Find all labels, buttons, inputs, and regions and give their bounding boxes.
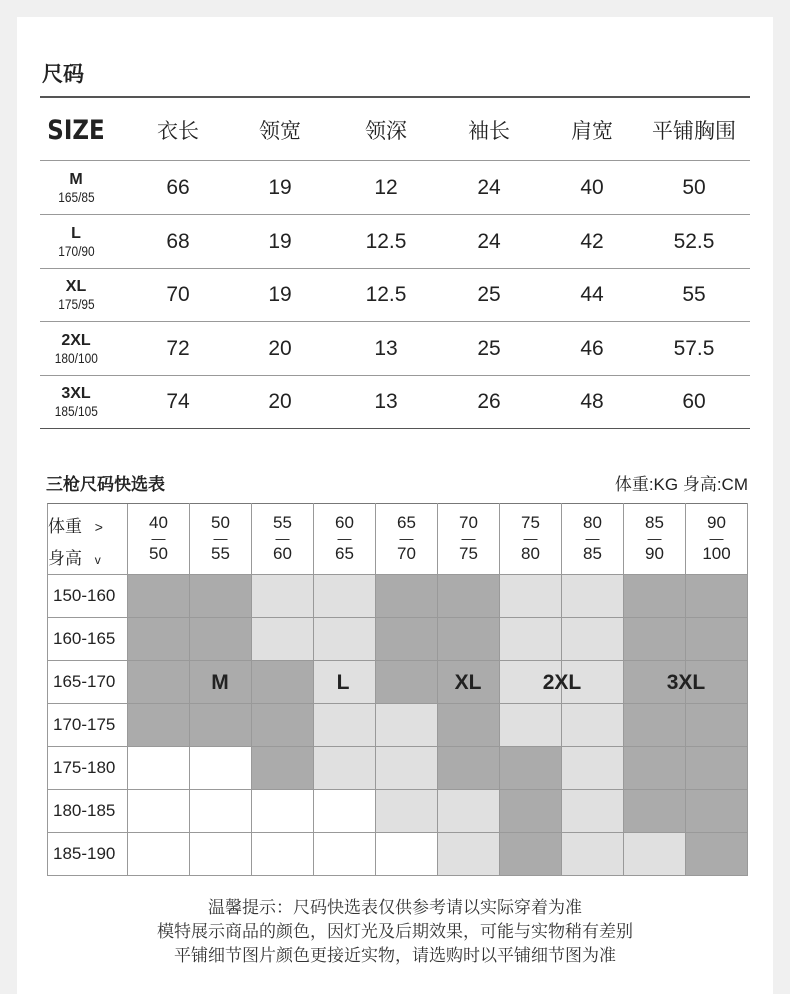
- weight-min: 55: [273, 512, 292, 532]
- grid-cell: [252, 747, 314, 790]
- grid-cell: [376, 747, 438, 790]
- table-cell: 12.5: [365, 283, 407, 306]
- weight-arrow: >: [94, 519, 103, 535]
- table-cell: 52.5: [673, 230, 715, 253]
- grid-cell: [252, 704, 314, 747]
- grid-cell: [438, 833, 500, 876]
- size-header: SIZE: [47, 114, 105, 146]
- weight-range-header: [438, 503, 500, 575]
- grid-cell: [686, 618, 748, 661]
- grid-cell: [314, 747, 376, 790]
- table-cell: 24: [477, 176, 501, 199]
- grid-cell: [314, 790, 376, 833]
- column-header: 袖长: [468, 120, 510, 143]
- weight-max: 70: [397, 543, 416, 563]
- size-name: XL: [65, 278, 87, 295]
- table-cell: 26: [477, 390, 501, 413]
- grid-cell: [562, 618, 624, 661]
- table-cell: 74: [166, 390, 190, 413]
- weight-max: 80: [521, 543, 540, 563]
- weight-max: 85: [583, 543, 602, 563]
- grid-cell: [190, 618, 252, 661]
- table-cell: 13: [374, 337, 398, 360]
- table-cell: 25: [477, 283, 501, 306]
- weight-min: 70: [459, 512, 478, 532]
- size-spec: 185/105: [54, 403, 98, 419]
- weight-range-header: [500, 503, 562, 575]
- grid-cell: [252, 575, 314, 618]
- table-cell: 25: [477, 337, 501, 360]
- height-range-label: 185-190: [47, 833, 128, 876]
- table-cell: 57.5: [673, 337, 715, 360]
- range-dash: —: [647, 530, 662, 547]
- grid-cell: [314, 833, 376, 876]
- weight-min: 90: [707, 512, 726, 532]
- grid-cell: [190, 747, 252, 790]
- grid-cell: [376, 704, 438, 747]
- size-zone-label: M: [211, 670, 229, 694]
- grid-cell: [686, 704, 748, 747]
- table-cell: 19: [268, 283, 292, 306]
- range-dash: —: [151, 530, 166, 547]
- grid-cell: [624, 704, 686, 747]
- range-dash: —: [709, 530, 724, 547]
- grid-cell: [376, 790, 438, 833]
- grid-cell: [314, 618, 376, 661]
- size-cell: [40, 322, 112, 376]
- grid-cell: [500, 790, 562, 833]
- size-name: 2XL: [61, 332, 91, 349]
- weight-max: 90: [645, 543, 664, 563]
- table-cell: 55: [682, 283, 706, 306]
- grid-cell: [500, 747, 562, 790]
- note-line-3: 平铺细节图片颜色更接近实物，请选购时以平铺细节图为准: [174, 946, 616, 965]
- grid-cell: [190, 704, 252, 747]
- grid-cell: [624, 618, 686, 661]
- table-cell: 24: [477, 230, 501, 253]
- quick-select-title: 三枪尺码快选表: [46, 475, 165, 494]
- table-cell: 20: [268, 390, 292, 413]
- size-name: 3XL: [61, 385, 91, 402]
- table-cell: 46: [580, 337, 604, 360]
- grid-cell: [314, 704, 376, 747]
- column-header: 平铺胸围: [652, 120, 736, 143]
- grid-cell: [128, 747, 190, 790]
- grid-cell: [128, 790, 190, 833]
- table-cell: 66: [166, 176, 190, 199]
- weight-range-header: [128, 503, 190, 575]
- size-cell: [40, 268, 112, 322]
- weight-range-header: [190, 503, 252, 575]
- table-cell: 12.5: [365, 230, 407, 253]
- weight-max: 100: [702, 543, 731, 563]
- table-top-rule: [40, 96, 750, 98]
- grid-cell: [438, 618, 500, 661]
- table-cell: 72: [166, 337, 190, 360]
- grid-cell: [624, 790, 686, 833]
- grid-cell: [438, 790, 500, 833]
- table-cell: 42: [580, 230, 604, 253]
- grid-cell: [500, 575, 562, 618]
- range-dash: —: [585, 530, 600, 547]
- weight-range-header: [314, 503, 376, 575]
- size-cell: [40, 215, 112, 269]
- table-cell: 68: [166, 230, 190, 253]
- table-cell: 70: [166, 283, 190, 306]
- table-cell: 20: [268, 337, 292, 360]
- grid-cell: [376, 618, 438, 661]
- table-cell: 40: [580, 176, 604, 199]
- weight-min: 60: [335, 512, 354, 532]
- height-range-label: 150-160: [47, 575, 128, 618]
- table-cell: 13: [374, 390, 398, 413]
- range-dash: —: [337, 530, 352, 547]
- weight-range-header: [686, 503, 748, 575]
- size-spec: 165/85: [57, 189, 95, 205]
- grid-cell: [686, 833, 748, 876]
- grid-cell: [686, 575, 748, 618]
- weight-min: 65: [397, 512, 416, 532]
- grid-cell: [686, 747, 748, 790]
- weight-label: 体重 >: [48, 517, 103, 536]
- size-cell: [40, 375, 112, 429]
- range-dash: —: [461, 530, 476, 547]
- size-spec: 180/100: [54, 350, 98, 366]
- column-header: 衣长: [157, 120, 199, 143]
- size-zone-label: 3XL: [666, 670, 706, 694]
- table-cell: 19: [268, 230, 292, 253]
- section-title: 尺码: [42, 63, 84, 86]
- note-line-1: 温馨提示：尺码快选表仅供参考请以实际穿着为准: [208, 898, 582, 917]
- grid-cell: [624, 747, 686, 790]
- grid-cell: [128, 833, 190, 876]
- grid-cell: [128, 704, 190, 747]
- note-line-2: 模特展示商品的颜色，因灯光及后期效果，可能与实物稍有差别: [157, 922, 633, 941]
- weight-min: 50: [211, 512, 230, 532]
- weight-max: 75: [459, 543, 478, 563]
- range-dash: —: [275, 530, 290, 547]
- units-label: 体重:KG 身高:CM: [614, 475, 748, 494]
- grid-cell: [562, 747, 624, 790]
- size-spec: 170/90: [57, 243, 95, 259]
- height-label: 身高 v: [48, 549, 101, 568]
- grid-cell: [190, 575, 252, 618]
- table-cell: 50: [682, 176, 706, 199]
- size-name: L: [71, 225, 81, 242]
- table-cell: 48: [580, 390, 604, 413]
- column-header: 领宽: [259, 120, 301, 143]
- table-cell: 60: [682, 390, 706, 413]
- grid-cell: [438, 704, 500, 747]
- weight-max: 60: [273, 543, 292, 563]
- column-header: 肩宽: [571, 120, 613, 143]
- table-cell: 44: [580, 283, 604, 306]
- range-dash: —: [399, 530, 414, 547]
- weight-max: 65: [335, 543, 354, 563]
- height-arrow: v: [94, 553, 101, 567]
- weight-max: 55: [211, 543, 230, 563]
- weight-range-header: [252, 503, 314, 575]
- grid-cell: [686, 790, 748, 833]
- grid-cell: [624, 833, 686, 876]
- table-cell: 19: [268, 176, 292, 199]
- size-name: M: [69, 171, 83, 188]
- grid-cell: [624, 575, 686, 618]
- weight-min: 85: [645, 512, 664, 532]
- grid-cell: [438, 747, 500, 790]
- height-range-label: 170-175: [47, 704, 128, 747]
- grid-cell: [376, 833, 438, 876]
- grid-cell: [562, 704, 624, 747]
- height-range-label: 175-180: [47, 747, 128, 790]
- grid-cell: [252, 790, 314, 833]
- grid-cell: [562, 575, 624, 618]
- row-rule: [40, 428, 750, 429]
- grid-cell: [314, 575, 376, 618]
- grid-cell: [438, 575, 500, 618]
- size-zone-label: XL: [454, 670, 482, 694]
- column-header: 领深: [365, 120, 407, 143]
- grid-cell: [500, 618, 562, 661]
- size-zone-label: 2XL: [542, 670, 582, 694]
- grid-cell: [190, 833, 252, 876]
- grid-cell: [562, 833, 624, 876]
- height-range-label: 180-185: [47, 790, 128, 833]
- size-cell: [40, 161, 112, 215]
- grid-cell: [252, 833, 314, 876]
- height-range-label: 160-165: [47, 618, 128, 661]
- table-cell: 12: [374, 176, 398, 199]
- grid-cell: [190, 790, 252, 833]
- weight-range-header: [624, 503, 686, 575]
- range-dash: —: [523, 530, 538, 547]
- grid-cell: [500, 833, 562, 876]
- grid-cell: [562, 790, 624, 833]
- grid-cell: [376, 575, 438, 618]
- weight-range-header: [376, 503, 438, 575]
- height-range-label: 165-170: [47, 661, 128, 704]
- weight-min: 75: [521, 512, 540, 532]
- grid-cell: [128, 618, 190, 661]
- weight-min: 80: [583, 512, 602, 532]
- grid-cell: [500, 704, 562, 747]
- grid-cell: [128, 575, 190, 618]
- weight-range-header: [562, 503, 624, 575]
- grid-cell: [252, 618, 314, 661]
- weight-min: 40: [149, 512, 168, 532]
- range-dash: —: [213, 530, 228, 547]
- weight-max: 50: [149, 543, 168, 563]
- size-zone-label: L: [336, 670, 350, 694]
- size-spec: 175/95: [57, 296, 95, 312]
